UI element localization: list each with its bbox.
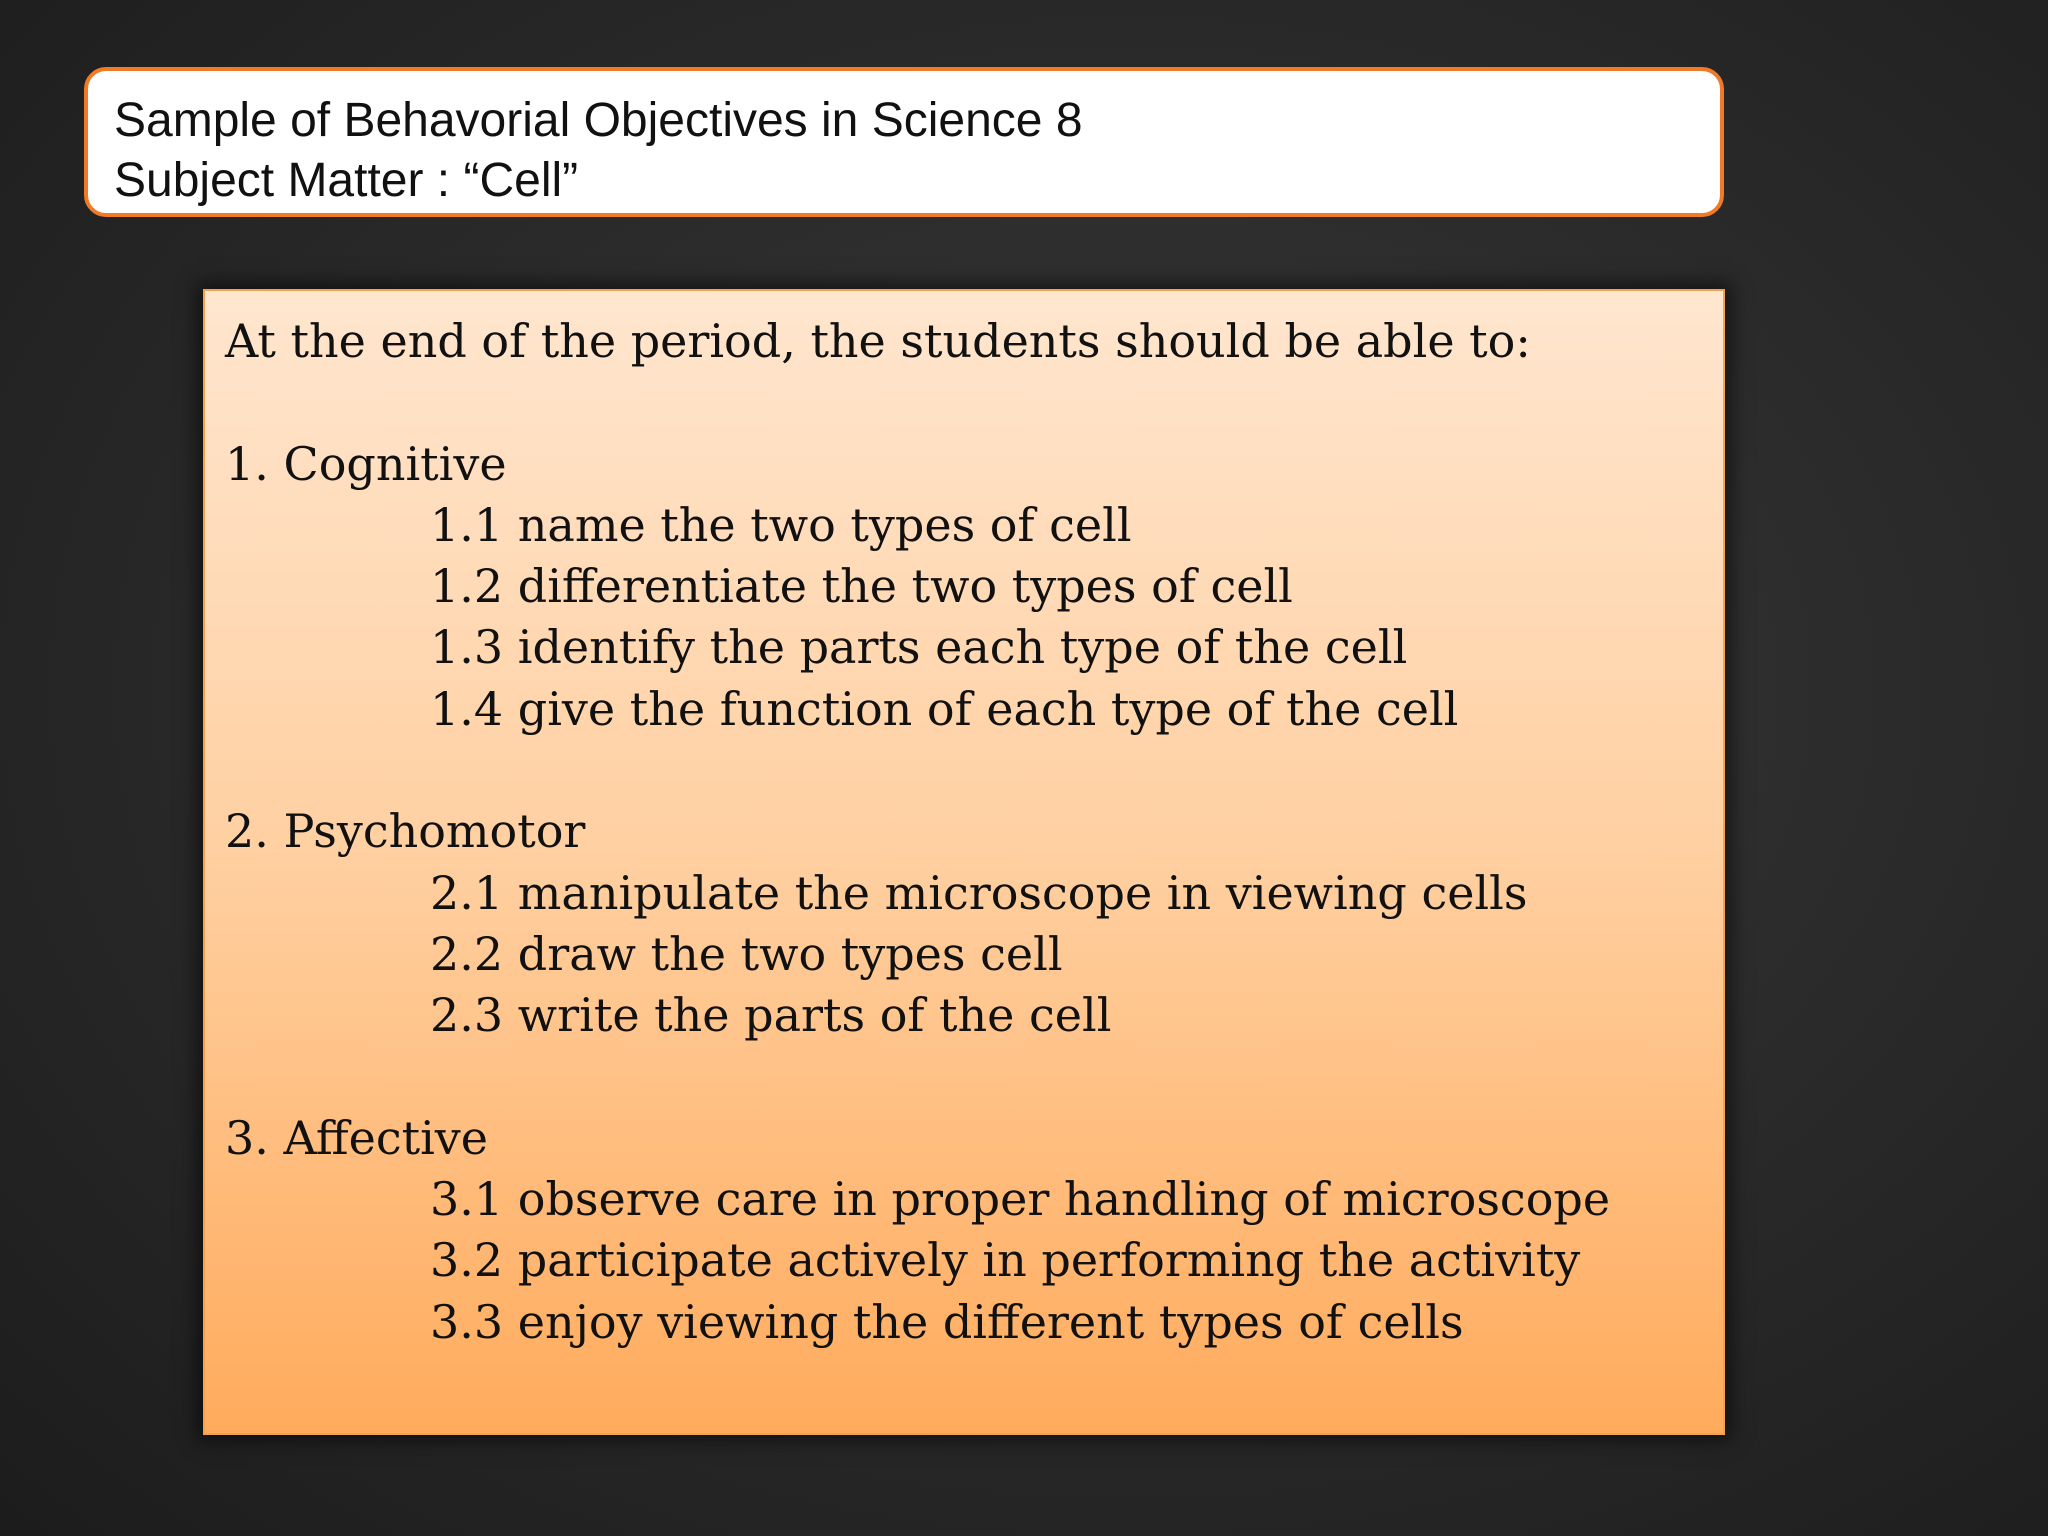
objective-item: 2.1 manipulate the microscope in viewing cells — [430, 865, 1528, 920]
objective-item: 3.1 observe care in proper handling of microscope — [430, 1172, 1611, 1227]
objective-item: 1.1 name the two types of cell — [430, 497, 1132, 552]
objective-item: 2.2 draw the two types cell — [430, 926, 1063, 981]
objective-item: 3.2 participate actively in performing the activity — [430, 1233, 1581, 1288]
spacer — [225, 1047, 1723, 1108]
section-heading-affective: 3. Affective — [225, 1110, 488, 1165]
objective-item: 2.3 write the parts of the cell — [430, 988, 1112, 1043]
intro-text: At the end of the period, the students should be able to: — [225, 314, 1531, 368]
spacer — [225, 740, 1723, 801]
objective-item: 1.3 identify the parts each type of the cell — [430, 620, 1408, 675]
objective-item: 1.4 give the function of each type of the cell — [430, 681, 1459, 736]
section-heading-cognitive: 1. Cognitive — [225, 436, 507, 491]
title-box — [84, 67, 1724, 217]
objective-item: 3.3 enjoy viewing the different types of cells — [430, 1294, 1464, 1349]
subject-matter: Subject Matter : “Cell” — [114, 154, 579, 207]
objectives-box — [203, 289, 1725, 1435]
slide-title: Sample of Behavorial Objectives in Science 8 — [114, 94, 1083, 147]
section-heading-psychomotor: 2. Psychomotor — [225, 804, 586, 859]
spacer — [225, 372, 1723, 433]
objective-item: 1.2 differentiate the two types of cell — [430, 559, 1293, 614]
